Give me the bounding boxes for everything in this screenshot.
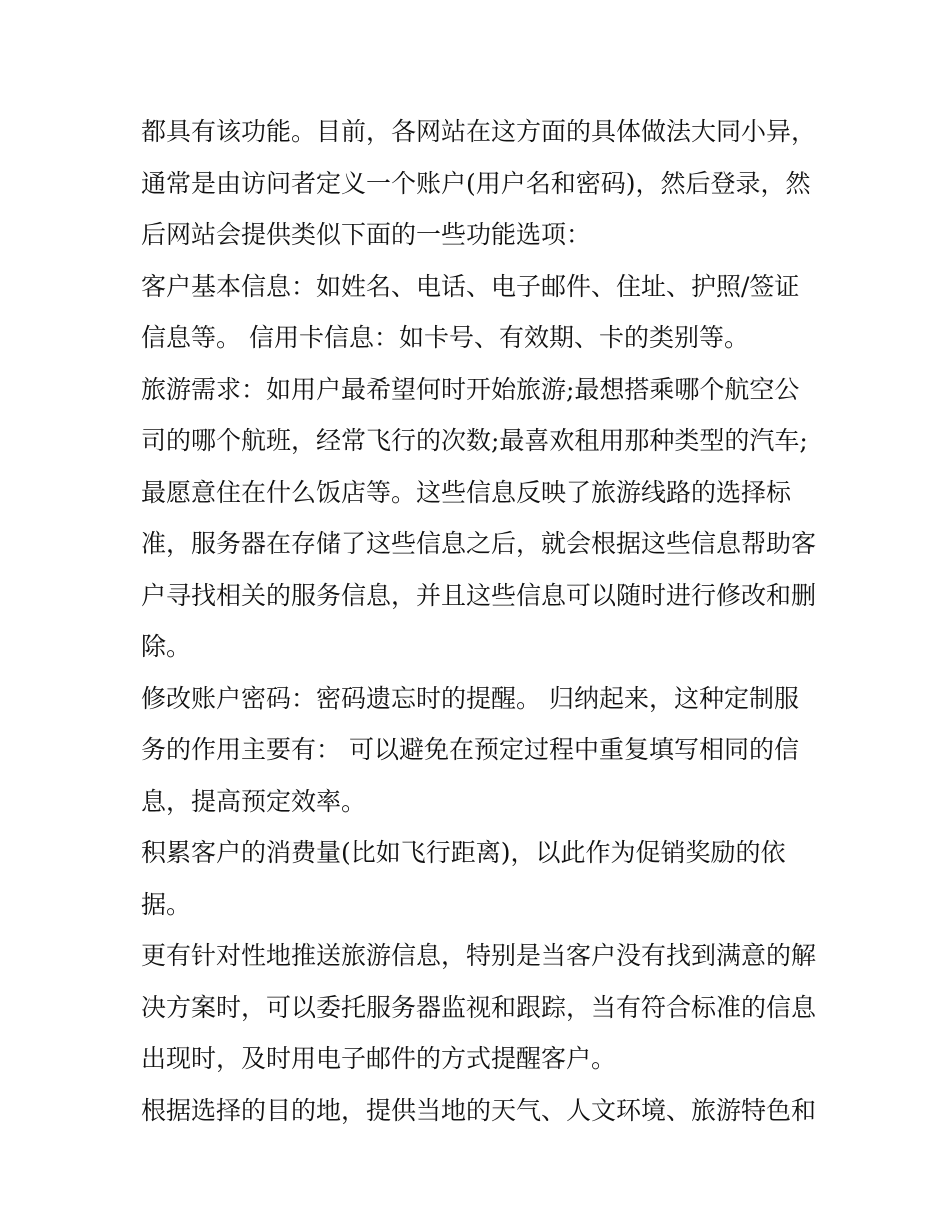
text-line-11: 除。: [141, 632, 192, 661]
text-line-19: 出现时，及时用电子邮件的方式提醒客户。: [141, 1044, 617, 1073]
text-line-12: 修改账户密码：密码遗忘时的提醒。 归纳起来，这种定制服: [141, 683, 799, 713]
text-line-18: 决方案时，可以委托服务器监视和跟踪，当有符合标准的信息: [141, 992, 817, 1022]
text-line-17: 更有针对性地推送旅游信息，特别是当客户没有找到满意的解: [141, 941, 817, 970]
text-line-3: 后网站会提供类似下面的一些功能选项：: [141, 220, 592, 249]
text-line-6: 旅游需求：如用户最希望何时开始旅游;最想搭乘哪个航空公: [141, 374, 800, 404]
text-line-7: 司的哪个航班，经常飞行的次数;最喜欢租用那种类型的汽车;: [141, 426, 808, 455]
text-line-8: 最愿意住在什么饭店等。这些信息反映了旅游线路的选择标: [141, 477, 792, 507]
text-line-16: 据。: [141, 889, 192, 919]
document-body: [141, 106, 821, 1136]
text-line-10: 户寻找相关的服务信息，并且这些信息可以随时进行修改和删: [141, 580, 817, 610]
text-line-9: 准，服务器在存储了这些信息之后，就会根据这些信息帮助客: [141, 529, 817, 558]
text-line-5: 信息等。 信用卡信息：如卡号、有效期、卡的类别等。: [141, 323, 749, 352]
text-line-1: 都具有该功能。目前，各网站在这方面的具体做法大同小异，: [141, 117, 817, 146]
text-line-14: 息，提高预定效率。: [141, 786, 367, 816]
text-line-13: 务的作用主要有： 可以避免在预定过程中重复填写相同的信: [141, 735, 799, 764]
text-line-4: 客户基本信息：如姓名、电话、电子邮件、住址、护照/签证: [141, 271, 800, 301]
text-line-2: 通常是由访问者定义一个账户(用户名和密码)，然后登录，然: [141, 168, 811, 198]
text-line-20: 根据选择的目的地，提供当地的天气、人文环境、旅游特色和: [141, 1095, 817, 1125]
text-line-15: 积累客户的消费量(比如飞行距离)，以此作为促销奖励的依: [141, 838, 786, 867]
